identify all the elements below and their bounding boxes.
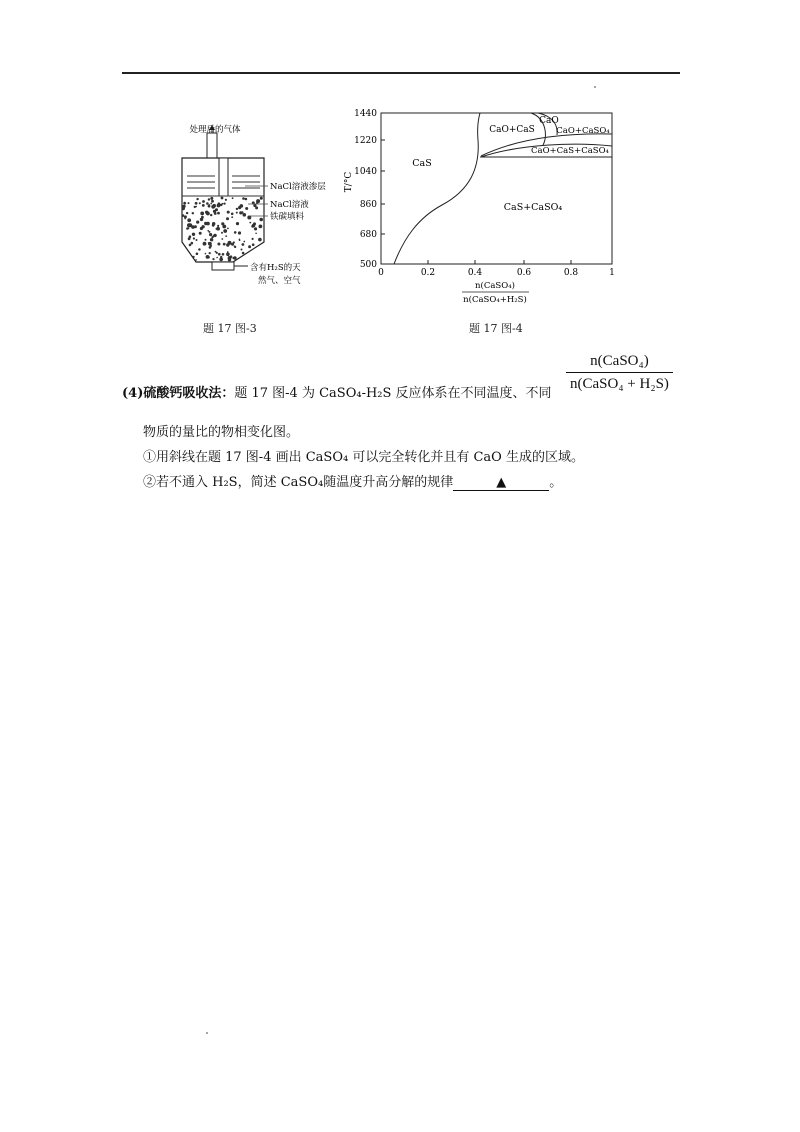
filler-particle [232, 197, 234, 199]
filler-particle [239, 211, 242, 214]
y-tick-500: 500 [359, 260, 377, 270]
region-cao-cas-caso4: CaO+CaS+CaSO₄ [531, 146, 609, 156]
layer-label: NaCl溶液渗层 [270, 182, 326, 192]
filler-particle [211, 236, 213, 238]
filler-particle [205, 253, 207, 255]
y-axis-label: T/°C [344, 171, 354, 193]
filler-particle [222, 203, 224, 205]
filler-particle [217, 227, 220, 230]
filler-particle [182, 214, 185, 217]
filler-particle [209, 252, 211, 254]
inlet-label-line2: 然气、空气 [258, 276, 301, 286]
filler-particle [252, 243, 255, 246]
filler-particle [196, 253, 199, 256]
filler-particle [212, 222, 215, 225]
filler-particle [226, 243, 229, 246]
filler-particle [259, 218, 263, 222]
filler-particle [225, 199, 227, 201]
y-tick-marks [381, 113, 385, 264]
filler-particle [223, 229, 227, 233]
filler-particle [196, 221, 199, 224]
fraction-numerator: n(CaSO₄) [590, 353, 649, 369]
filler-particle [209, 233, 212, 236]
y-tick-1220: 1220 [354, 136, 377, 146]
filler-particle [196, 239, 198, 241]
x-tick-0: 0 [378, 268, 384, 278]
x-tick-0.4: 0.4 [467, 268, 483, 278]
filler-particle [187, 227, 189, 229]
filler-particle [203, 242, 207, 246]
filler-particle [232, 257, 234, 259]
filler-particle [194, 225, 197, 228]
item2-suffix: 。 [549, 475, 563, 490]
filler-particle [231, 213, 234, 216]
filler-particle [206, 202, 209, 205]
filler-particle [221, 238, 223, 240]
filler-particle [236, 222, 239, 225]
gas-inlet [212, 262, 234, 270]
x-label-numerator: n(CaSO₄) [475, 281, 515, 291]
gas-out-label: 处理后的气体 [189, 125, 241, 135]
filler-particle [210, 197, 213, 200]
filler-particle [260, 197, 263, 200]
filler-particle [210, 214, 212, 216]
section4-heading: (4)硫酸钙吸收法： [122, 386, 235, 401]
filler-particle [228, 256, 232, 260]
figure-17-4-phase-diagram [335, 100, 635, 312]
x-tick-marks [428, 260, 571, 264]
filler-particle [186, 212, 188, 214]
filler-particle [243, 213, 247, 217]
blank-triangle: ▲ [496, 475, 507, 490]
filler-particle [192, 256, 194, 258]
filler-particle [225, 235, 227, 237]
filler-particle [187, 218, 191, 222]
filler-particle [243, 241, 245, 243]
filler-particle [182, 205, 185, 208]
filler-label: 铁碳填料 [270, 212, 305, 222]
filler-particle [209, 246, 212, 249]
figure-17-3-apparatus [170, 115, 330, 300]
y-tick-860: 860 [359, 200, 377, 210]
filler-particle [248, 245, 251, 248]
filler-particle [195, 259, 197, 261]
filler-particle [236, 212, 238, 214]
filler-particle [227, 251, 229, 253]
filler-particle [184, 218, 186, 220]
filler-particle [216, 257, 218, 259]
filler-particle [211, 200, 214, 203]
filler-particle [211, 205, 215, 209]
filler-particle [253, 222, 256, 225]
region-cao: CaO [539, 116, 559, 126]
filler-particle [245, 198, 248, 201]
region-cao-caso4: CaO+CaSO₄ [556, 126, 610, 136]
inlet-label-line1: 含有H₂S的天 [250, 263, 301, 273]
filler-particle [242, 252, 245, 255]
filler-particle [226, 252, 230, 256]
x-tick-0.6: 0.6 [516, 268, 532, 278]
filler-particle [236, 208, 238, 210]
y-tick-1040: 1040 [354, 167, 377, 177]
filler-particle [194, 206, 196, 208]
filler-particle [234, 245, 236, 247]
filler-particle [208, 205, 211, 208]
page-speck [206, 1032, 208, 1034]
filler-particle [188, 202, 190, 204]
question-item-1: ①用斜线在题 17 图-4 画出 CaSO₄ 可以完全转化并且有 CaO 生成的区域。 [143, 450, 584, 465]
filler-particle [223, 243, 226, 246]
filler-particle [224, 203, 226, 205]
filler-particle [217, 225, 219, 227]
region-cao-cas: CaO+CaS [489, 125, 535, 135]
filler-particle [205, 239, 207, 241]
filler-particle [245, 207, 248, 210]
inner-pipe [219, 158, 228, 196]
filler-particle [249, 222, 251, 224]
item2-text: ②若不通入 H₂S，简述 CaSO₄随温度升高分解的规律 [143, 475, 454, 490]
filler-particle [221, 232, 223, 234]
filler-particle [255, 233, 257, 235]
filler-particle [254, 227, 257, 230]
filler-particle [202, 200, 205, 203]
filler-particle [183, 202, 186, 205]
x-tick-0.8: 0.8 [563, 268, 579, 278]
filler-particle [222, 225, 226, 229]
filler-particle [218, 202, 221, 205]
filler-particle [200, 212, 204, 216]
filler-particle [239, 239, 241, 241]
filler-particle [192, 212, 194, 214]
filler-particle [251, 226, 253, 228]
header-rule [122, 72, 680, 74]
answer-blank [453, 476, 549, 491]
filler-particle [240, 204, 244, 208]
filler-particle [189, 235, 192, 238]
filler-particle [233, 241, 235, 243]
filler-particle [210, 238, 213, 241]
filler-particle [227, 211, 230, 214]
region-cas-caso4: CaS+CaSO₄ [503, 202, 563, 213]
filler-particle [234, 231, 237, 234]
filler-particle [201, 225, 204, 228]
x-label-denominator: n(CaSO₄+H₂S) [463, 295, 527, 305]
figure-17-3-caption: 题 17 图-3 [203, 322, 257, 335]
filler-particle [208, 198, 210, 200]
filler-particle [189, 244, 192, 247]
filler-particle [258, 238, 262, 242]
filler-particle [220, 256, 222, 258]
filler-particle [218, 253, 221, 256]
filler-particle [196, 198, 198, 200]
filler-particle [215, 251, 217, 253]
filler-particle [255, 206, 258, 209]
question-item-2 [143, 474, 562, 492]
section4-line1 [122, 385, 552, 403]
filler-particle [201, 216, 204, 219]
filler-particle [227, 228, 229, 230]
filler-particle [198, 248, 200, 250]
filler-particle [207, 230, 209, 232]
filler-particle [231, 216, 233, 218]
figure-17-4-caption: 题 17 图-4 [469, 322, 523, 335]
filler-particle [206, 222, 210, 226]
boundary-cas [394, 113, 480, 264]
filler-particle [212, 258, 214, 260]
filler-particle [210, 203, 212, 205]
filler-particle [199, 232, 202, 235]
filler-particle [213, 211, 215, 213]
filler-particle [242, 197, 245, 200]
filler-particle [202, 204, 205, 207]
filler-particle [238, 231, 241, 234]
filler-particle [195, 202, 198, 205]
filler-particle [241, 249, 243, 251]
filler-particle [221, 197, 224, 200]
filler-particle [222, 253, 225, 256]
filler-particle [199, 202, 201, 204]
filler-particle [208, 242, 210, 244]
region-cas: CaS [412, 158, 432, 169]
solution-label: NaCl溶液 [270, 200, 309, 210]
filler-particle [192, 233, 195, 236]
filler-particle [187, 223, 191, 227]
filler-particle [259, 225, 263, 229]
filler-particle [193, 237, 195, 239]
gas-outlet-pipe [207, 133, 217, 159]
filler-particle [206, 212, 210, 216]
x-tick-1: 1 [609, 268, 615, 278]
y-tick-680: 680 [359, 230, 377, 240]
filler-particle [226, 217, 229, 220]
filler-particle [206, 255, 210, 259]
mole-ratio-fraction [566, 353, 673, 393]
x-tick-0.2: 0.2 [420, 268, 436, 278]
filler-particle [217, 243, 220, 246]
section4-intro: 题 17 图-4 为 CaSO₄-H₂S 反应体系在不同温度、不同 [234, 386, 552, 401]
fraction-denominator: n(CaSO₄ + H₂S) [566, 372, 673, 393]
filler-particle [217, 212, 220, 215]
section4-line2: 物质的量比的物相变化图。 [143, 425, 300, 440]
y-tick-1440: 1440 [354, 109, 377, 119]
filler-particle [252, 238, 254, 240]
filler-particle [242, 243, 245, 246]
page-speck [594, 86, 596, 88]
